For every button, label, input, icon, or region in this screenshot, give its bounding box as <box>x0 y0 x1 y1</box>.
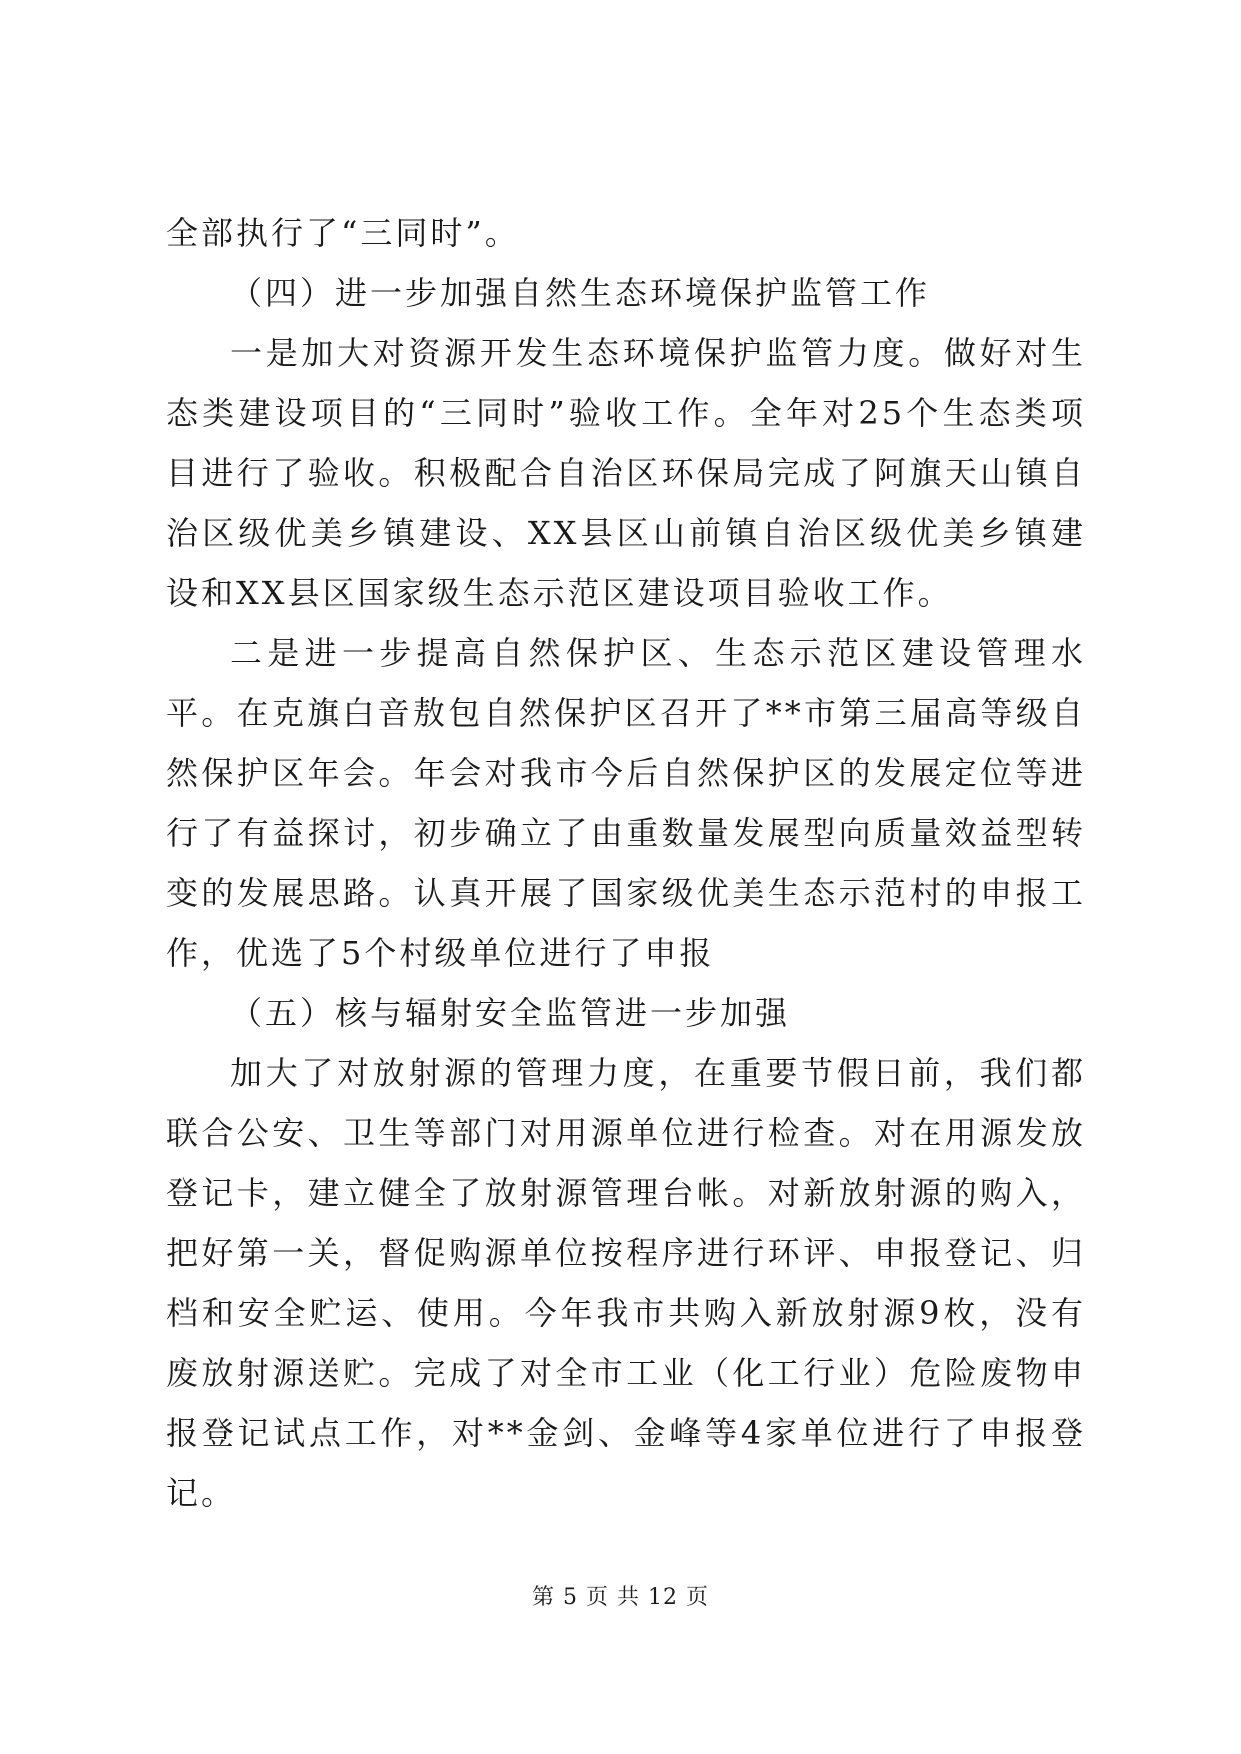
section-heading-5: （五）核与辐射安全监管进一步加强 <box>230 994 791 1032</box>
paragraph-item-1: 一是加大对资源开发生态环境保护监管力度。做好对生态类建设项目的“三同时”验收工作。全年对25个生态类项目进行了验收。积极配合自治区环保局完成了阿旗天山镇自治区级优美乡镇建设、XX县区山前镇自治区级优美乡镇建设和XX县区国家级生态示范区建设项目验收工作。 <box>166 334 1086 612</box>
paragraph-continuation: 全部执行了“三同时”。 <box>166 214 520 252</box>
paragraph-radiation: 加大了对放射源的管理力度，在重要节假日前，我们都联合公安、卫生等部门对用源单位进行检查。对在用源发放登记卡，建立健全了放射源管理台帐。对新放射源的购入，把好第一关，督促购源单位按程序进行环评、申报登记、归档和安全贮运、使用。今年我市共购入新放射源9枚，没有废放射源送贮。完成了对全市工业（化工行业）危险废物申报登记试点工作，对**金剑、金峰等4家单位进行了申报登记。 <box>166 1054 1086 1512</box>
page-footer: 第 5 页 共 12 页 <box>532 1585 709 1610</box>
paragraph-item-2: 二是进一步提高自然保护区、生态示范区建设管理水平。在克旗白音敖包自然保护区召开了**市第三届高等级自然保护区年会。年会对我市今后自然保护区的发展定位等进行了有益探讨，初步确立了由重数量发展型向质量效益型转变的发展思路。认真开展了国家级优美生态示范村的申报工作，优选了5个村级单位进行了申报 <box>166 634 1086 972</box>
section-heading-4: （四）进一步加强自然生态环境保护监管工作 <box>230 274 931 312</box>
document-body <box>166 203 1086 1523</box>
